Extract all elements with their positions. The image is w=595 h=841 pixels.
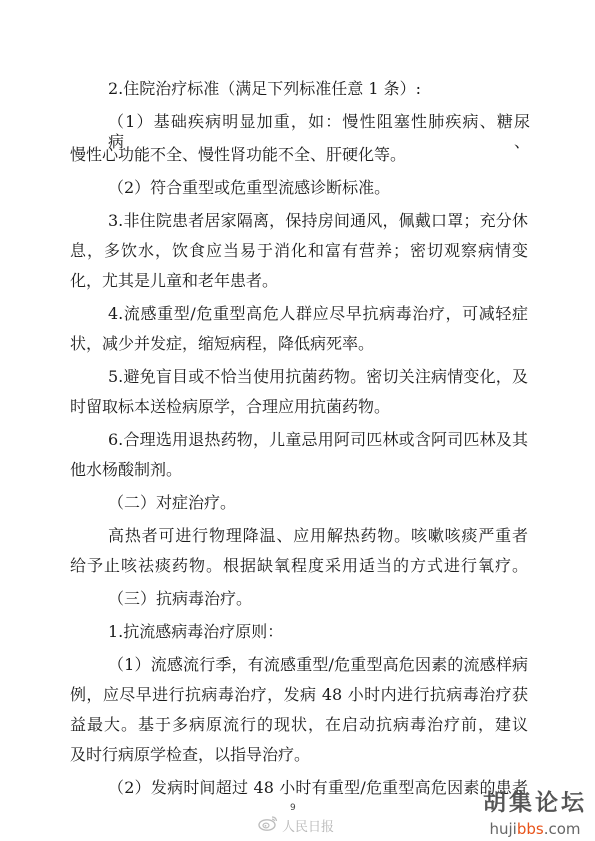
section-heading: （三）抗病毒治疗。 bbox=[108, 589, 253, 608]
text-line: 状，减少并发症，缩短病程，降低病死率。 bbox=[70, 334, 375, 353]
text-line: （1）流感流行季，有流感重型/危重型高危因素的流感样病 bbox=[108, 655, 528, 674]
text-line: 息，多饮水，饮食应当易于消化和富有营养；密切观察病情变 bbox=[70, 241, 528, 260]
text-line: （1）基础疾病明显加重，如：慢性阻塞性肺疾病、糖尿病、 bbox=[108, 112, 530, 151]
text-line: 他水杨酸制剂。 bbox=[70, 460, 183, 479]
page-number: 9 bbox=[290, 803, 296, 813]
forum-logo-url bbox=[483, 820, 587, 838]
text-line: 6.合理选用退热药物，儿童忌用阿司匹林或含阿司匹林及其 bbox=[108, 430, 528, 449]
weibo-watermark bbox=[258, 815, 334, 835]
text-line: 例，应尽早进行抗病毒治疗，发病 48 小时内进行抗病毒治疗获 bbox=[70, 685, 528, 704]
text-line: （2）符合重型或危重型流感诊断标准。 bbox=[108, 178, 391, 197]
forum-url-suffix: .com bbox=[543, 820, 581, 838]
text-line: 化，尤其是儿童和老年患者。 bbox=[70, 271, 279, 290]
text-line: 慢性心功能不全、慢性肾功能不全、肝硬化等。 bbox=[70, 145, 407, 164]
forum-watermark bbox=[483, 784, 587, 838]
weibo-icon bbox=[258, 815, 278, 835]
text-line: 高热者可进行物理降温、应用解热药物。咳嗽咳痰严重者 bbox=[108, 526, 528, 545]
text-line: 1.抗流感病毒治疗原则： bbox=[108, 622, 284, 641]
text-line: 给予止咳祛痰药物。根据缺氧程度采用适当的方式进行氧疗。 bbox=[70, 556, 528, 575]
weibo-watermark-text: 人民日报 bbox=[282, 819, 335, 835]
text-line: 5.避免盲目或不恰当使用抗菌药物。密切关注病情变化，及 bbox=[108, 367, 528, 386]
text-line: 3.非住院患者居家隔离，保持房间通风，佩戴口罩；充分休 bbox=[108, 211, 528, 230]
forum-url-accent: bbs bbox=[516, 820, 544, 838]
text-line: 时留取标本送检病原学，合理应用抗菌药物。 bbox=[70, 397, 391, 416]
text-line: 及时行病原学检查，以指导治疗。 bbox=[70, 745, 311, 764]
forum-url-prefix: huji bbox=[489, 820, 517, 838]
text-line: 4.流感重型/危重型高危人群应尽早抗病毒治疗，可减轻症 bbox=[108, 304, 528, 323]
section-heading: （二）对症治疗。 bbox=[108, 493, 237, 512]
text-line: （2）发病时间超过 48 小时有重型/危重型高危因素的患者 bbox=[108, 778, 528, 797]
text-line: 2.住院治疗标准（满足下列标准任意 1 条）: bbox=[108, 79, 422, 98]
text-line: 益最大。基于多病原流行的现状，在启动抗病毒治疗前，建议 bbox=[70, 715, 528, 734]
forum-logo-text: 胡集论坛 bbox=[483, 790, 587, 816]
